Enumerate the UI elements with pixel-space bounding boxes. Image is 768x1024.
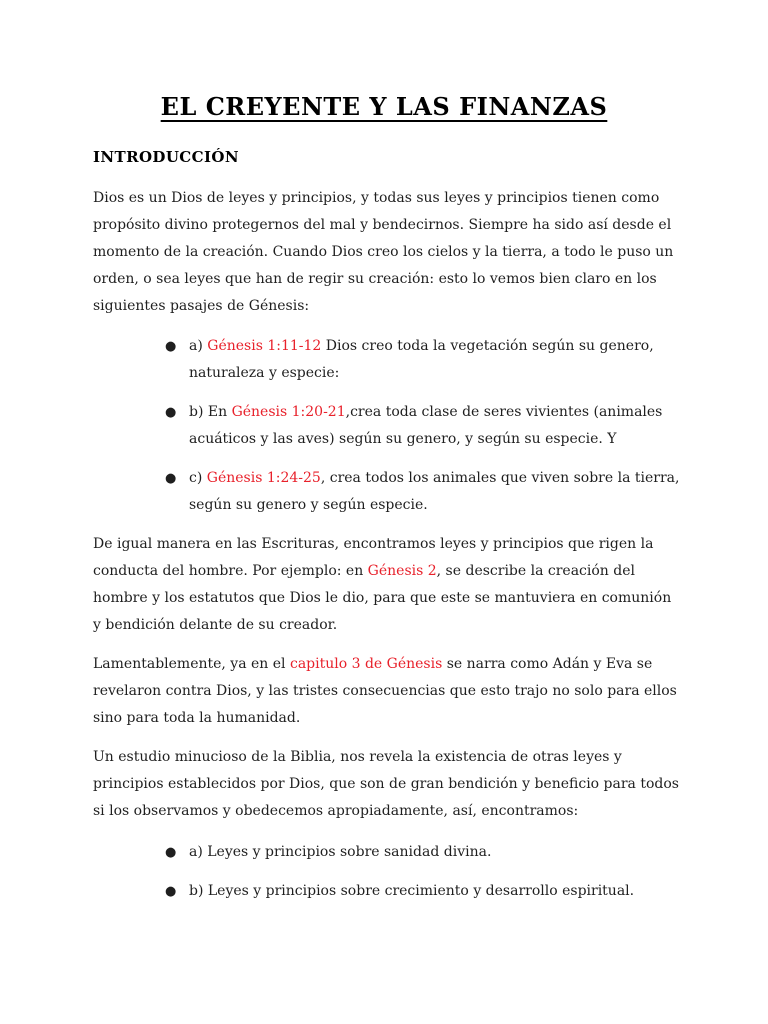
paragraph-text: Lamentablemente, ya en el [93,656,290,672]
bullet-icon: ● [165,471,177,486]
scripture-reference: Génesis 1:24-25 [206,470,321,486]
document-title: EL CREYENTE Y LAS FINANZAS [160,92,608,121]
scripture-reference: Génesis 2 [367,563,437,579]
paragraph-conduct [93,531,683,639]
paragraph-text: De igual manera en las Escrituras, encontramos leyes y principios que rigen la conducta del hombre. Por ejemplo: en [93,536,654,579]
item-text: b) Leyes y principios sobre crecimiento y desarrollo espiritual. [189,883,635,899]
item-prefix: c) [189,470,207,486]
item-prefix: b) En [189,404,232,420]
paragraph-intro: Dios es un Dios de leyes y principios, y todas sus leyes y principios tienen como propósito divino protegernos del mal y bendecirnos. Siempre ha sido así desde el momento de la creación. Cuando Dios creo los cielos y la tierra, a todo le puso un orden, o sea leyes que han de regir su creación: esto lo vemos bien claro en los siguientes pasajes de Génesis: [93,190,674,314]
scripture-reference: capitulo 3 de Génesis [289,656,443,672]
list-item [165,399,685,453]
laws-list [165,839,685,905]
item-text: , crea todos los animales que viven sobre la tierra, según su genero y según especie. [189,470,680,513]
item-text: Dios creo toda la vegetación según su genero, naturaleza y especie: [189,338,654,381]
list-item [165,878,685,905]
scripture-reference: Génesis 1:11-12 [207,338,322,354]
paragraph-fall [93,651,683,732]
list-item [165,333,685,387]
item-text: ,crea toda clase de seres vivientes (animales acuáticos y las aves) según su genero, y según su especie. Y [189,404,663,447]
list-item [165,465,685,519]
scripture-reference: Génesis 1:20-21 [231,404,346,420]
bullet-icon: ● [165,339,177,354]
paragraph-study: Un estudio minucioso de la Biblia, nos revela la existencia de otras leyes y principios establecidos por Dios, que son de gran bendición y beneficio para todos si los observamos y obedecemos apropiadamente, así, encontramos: [93,749,679,819]
item-prefix: a) [189,338,208,354]
paragraph-text: se narra como Adán y Eva se revelaron contra Dios, y las tristes consecuencias que esto trajo no solo para ellos sino para toda la humanidad. [93,656,677,726]
bullet-icon: ● [165,405,177,420]
bullet-icon: ● [165,884,177,899]
genesis-references-list [165,333,685,519]
item-text: a) Leyes y principios sobre sanidad divina. [189,844,492,860]
bullet-icon: ● [165,845,177,860]
paragraph-text: , se describe la creación del hombre y los estatutos que Dios le dio, para que este se mantuviera en comunión y bendición delante de su creador. [93,563,672,633]
section-heading: INTRODUCCIÓN [93,148,239,166]
list-item [165,839,685,866]
